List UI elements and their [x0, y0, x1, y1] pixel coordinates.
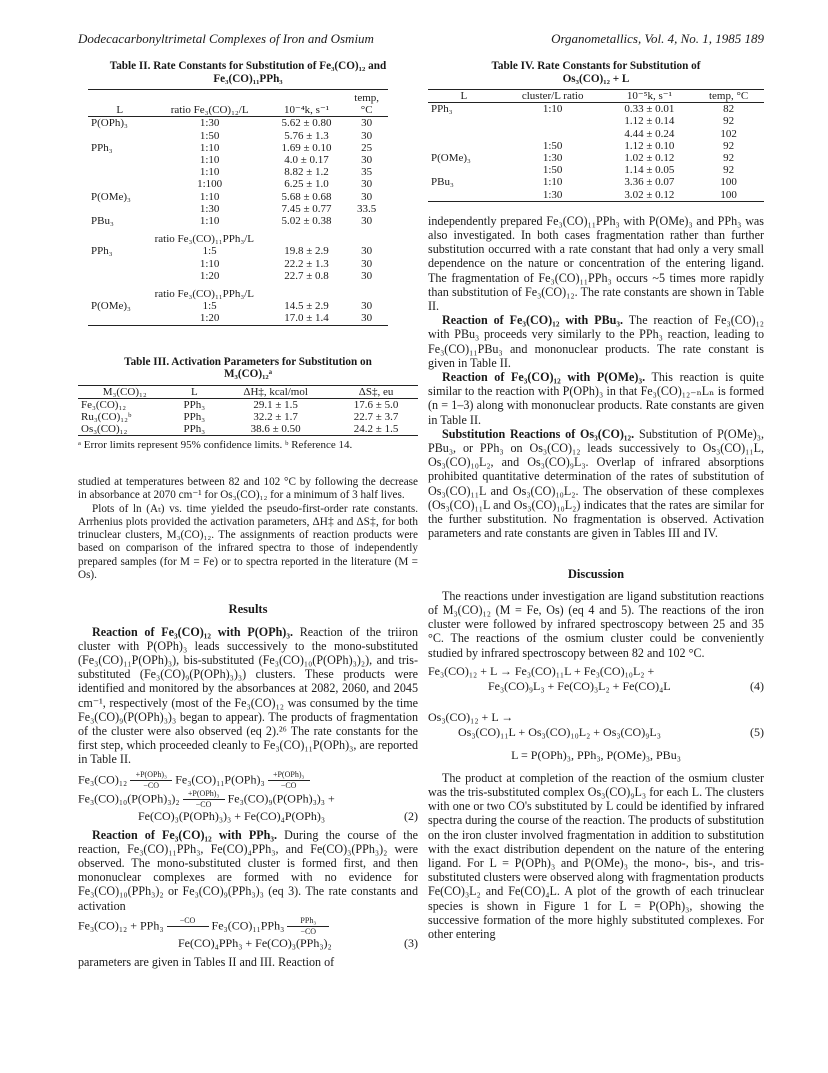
left-column [78, 60, 418, 969]
t2-row [88, 300, 388, 312]
t2-cell [88, 130, 152, 142]
table3-header-cluster: M₃(CO)₁₂ [78, 385, 171, 398]
t2-cell: PPh₃ [91, 245, 113, 258]
t4-cell [428, 140, 500, 152]
t2-row [88, 166, 388, 178]
table3-footnote: ᵃ Error limits represent 95% confidence limits. ᵇ Reference 14. [78, 439, 353, 452]
paragraph-methods: studied at temperatures between 82 and 102 °C by following the decrease in absorbance at 2070 cm⁻¹ for Os₃(CO)₁₂ for a minimum of 3 half lives. [78, 475, 418, 502]
t2-row [88, 154, 388, 166]
t4-cell [428, 164, 500, 176]
t2-cell: 5.62 ± 0.80 [281, 117, 332, 130]
t3-cell: 17.6 ± 5.0 [353, 398, 399, 411]
table2-caption: Table II. Rate Constants for Substitution of Fe₃(CO)₁₂ and Fe₃(CO)₁₁PPh₃ [109, 60, 387, 85]
running-header-right: Organometallics, Vol. 4, No. 1, 1985 189 [551, 31, 764, 46]
t3-cell: 22.7 ± 3.7 [353, 411, 399, 424]
equation-2 [78, 771, 418, 824]
t2-row [88, 312, 388, 325]
table3-header-ds: ΔS‡, eu [334, 385, 418, 398]
t3-cell: Fe₃(CO)₁₂ [81, 398, 127, 411]
eq3-fragments: Fe(CO)₄PPh₃ + Fe(CO)₃(PPh₃)₂ [178, 935, 332, 950]
table2-header-k: 10⁻⁴k, s⁻¹ [268, 104, 346, 117]
t2-cell: 1:20 [199, 269, 220, 282]
table3 [78, 385, 418, 437]
t3-cell: PPh₃ [183, 398, 206, 411]
t4-cell: 100 [693, 189, 764, 202]
t2-cell: 1:10 [199, 215, 220, 228]
t2-cell: 30 [361, 245, 373, 258]
t2-cell: 4.0 ± 0.17 [284, 154, 329, 167]
t2-cell: 1:10 [199, 154, 220, 167]
table3-header-dh: ΔH‡, kcal/mol [217, 385, 334, 398]
eq2-arrow-2: +P(OPh)₃ −CO [268, 771, 310, 790]
t2-row [88, 203, 388, 215]
t2-row [88, 258, 388, 270]
t2-row [88, 130, 388, 142]
t2-cell: 19.8 ± 2.9 [284, 245, 329, 258]
results-runin-pph3: Reaction of Fe₃(CO)₁₂ with PPh₃. [92, 827, 278, 842]
t4-cell: 0.33 ± 0.01 [624, 103, 675, 116]
t2-cell [88, 312, 152, 325]
t2-cell: 30 [345, 312, 388, 325]
eq2-fragments: Fe(CO)₃(P(OPh)₃)₃ + Fe(CO)₄P(OPh)₃ [138, 808, 326, 823]
results-runin-os: Substitution Reactions of Os₃(CO)₁₂. [442, 426, 635, 441]
t2-cell: 14.5 ± 2.9 [284, 300, 329, 313]
t2-cell: 1:10 [199, 257, 220, 270]
equation-5 [428, 710, 764, 740]
t2-cell: P(OMe)₃ [91, 190, 131, 203]
eq3-product-1: Fe₃(CO)₁₁PPh₃ [211, 918, 285, 933]
results-runin-pbu3: Reaction of Fe₃(CO)₁₂ with PBu₃. [442, 313, 624, 328]
t3-row [78, 398, 418, 411]
t2-cell: 30 [361, 257, 373, 270]
t4-cell: 102 [720, 127, 737, 140]
t4-row [428, 103, 764, 116]
t4-row [428, 152, 764, 164]
t4-cell: 4.44 ± 0.24 [624, 127, 675, 140]
t4-cell: 1.12 ± 0.10 [624, 139, 675, 152]
eq2-arrow-3: +P(OPh)₃ −CO [183, 790, 225, 809]
t4-cell: 1.14 ± 0.05 [624, 164, 675, 177]
t2-cell: 1:10 [199, 190, 220, 203]
t2-cell: 1:5 [202, 245, 217, 258]
t4-cell: PPh₃ [431, 103, 453, 116]
t4-cell: 1.02 ± 0.12 [624, 152, 675, 165]
results-runin-pome3: Reaction of Fe₃(CO)₁₂ with P(OMe)₃. [442, 370, 646, 385]
paragraph-discussion-1: The reactions under investigation are ligand substitution reactions of M₃(CO)₁₂ (M = Fe, Os) (eq 4 and 5). The reactions of the iron cluster were followed by infrared spectroscopy between 25 and 35 °C. The reactions of the osmium cluster could be conveniently studied by infrared spectroscopy between 82 and 102 °C. [428, 588, 764, 660]
t4-cell: 92 [723, 164, 735, 177]
t3-cell: PPh₃ [171, 423, 217, 436]
t2-cell: 22.7 ± 0.8 [284, 269, 329, 282]
t2-cell: 8.82 ± 1.2 [284, 166, 329, 179]
t2-row [88, 142, 388, 154]
ligand-list: L = P(OPh)₃, PPh₃, P(OMe)₃, PBu₃ [511, 747, 681, 762]
t4-cell: P(OMe)₃ [431, 152, 471, 165]
t2-cell: 1:20 [152, 312, 268, 325]
t2-cell: PPh₃ [91, 141, 113, 154]
t4-cell: 82 [723, 103, 735, 116]
t2-cell: 1:30 [199, 117, 220, 130]
t2-cell: 1:5 [202, 300, 217, 313]
t2-cell: P(OPh)₃ [91, 117, 128, 130]
t4-cell: 92 [723, 152, 735, 165]
eq2-reactant: Fe₃(CO)₁₂ [78, 771, 128, 786]
t2-row [88, 178, 388, 190]
t3-cell: 32.2 ± 1.7 [253, 411, 298, 424]
t2-cell: 5.76 ± 1.3 [284, 129, 329, 142]
t2-cell: 1.69 ± 0.10 [281, 141, 332, 154]
results-runin-pooph: Reaction of Fe₃(CO)₁₂ with P(OPh)₃. [92, 624, 293, 639]
t2-cell: 5.68 ± 0.68 [281, 190, 332, 203]
t3-cell: PPh₃ [183, 411, 206, 424]
right-column [428, 60, 764, 941]
t4-cell [428, 115, 500, 127]
table2: temp, L ratio Fe₃(CO)₁₂/L 10⁻⁴k, s⁻¹ °C P(OPh)₃ 1:30 5.62 ± 0.80 30 1:50 5.76 ± 1.3 30 PPh₃ 1:10 1.69 ± 0.10 25 1:10 4.0 ± 0.17 30 1:10 8.82 ± 1.2 35 1:100 6.25 ± 1.0 30 P(OMe)₃ 1:10 5.68 ± 0.68 30 1:30 7.45 ± 0.77 33.5 PBu₃ 1:10 5.02 ± 0.38 30 ratio Fe₃(CO)₁₁PPh₃/L PPh₃ 1:5 19.8 ± 2.9 30 1:10 22.2 ± 1.3 30 1:20 22.7 ± 0.8 30 ratio Fe₃(CO)₁₁PPh₃/L P(OMe)₃ 1:5 14.5 ± 2.9 30 1:20 17.0 ± 1.4 30 [88, 89, 388, 326]
equation-3 [78, 917, 418, 951]
t4-cell: 92 [723, 139, 735, 152]
t2-row [88, 117, 388, 130]
t3-cell: Os₃(CO)₁₂ [78, 423, 171, 436]
t2-cell: 30 [361, 154, 373, 167]
t2-cell: 7.45 ± 0.77 [281, 202, 332, 215]
t3-cell: 38.6 ± 0.50 [217, 423, 334, 436]
t2-cell: 5.02 ± 0.38 [281, 215, 332, 228]
eq4-line-2: Fe₃(CO)₉L₃ + Fe(CO)₃L₂ + Fe(CO)₄L [488, 678, 671, 693]
eq4-number: (4) [750, 678, 764, 693]
t4-cell: PBu₃ [431, 176, 454, 189]
t2-cell [88, 166, 152, 178]
t2-row [88, 270, 388, 282]
table4-header-ratio: cluster/L ratio [500, 90, 606, 103]
results-text-pooph: Reaction of the triiron cluster with P(OPh)₃ leads successively to the mono-substituted (Fe₃(CO)₁₁P(OPh)₃), bis-substituted (Fe₃(CO)₁₀(P(OPh)₃)₂), and tris-substituted (Fe₃(CO)₉(P(OPh)₃)₃) clusters. These products were identified and monitored by the absorbances at 2082, 2060, and 2045 cm⁻¹, respectively (most of the Fe₃(CO)₁₂ was consumed by the time Fe₃(CO)₉(P(OPh)₃)₃ began to appear). The products of fragmentation of the cluster were also observed (eq 2).²⁶ The rate constants for the first step, which proceeded cleanly to Fe₃(CO)₁₁P(OPh)₃, are reported in Table II. [78, 624, 418, 767]
t3-cell: 24.2 ± 1.5 [334, 423, 418, 436]
results-text-pbu3: The reaction of Fe₃(CO)₁₂ with PBu₃ proceeds very similarly to the PPh₃ reaction, leading to Fe₃(CO)₁₁PBu₃ and mononuclear products. The rate constant is given in Table II. [428, 313, 764, 370]
eq5-number: (5) [750, 724, 764, 739]
table3-header-l: L [171, 385, 217, 398]
results-text-pph3: During the course of the reaction, Fe₃(CO)₁₁PPh₃, Fe(CO)₄PPh₃, and Fe(CO)₃(PPh₃)₂ were observed. The mono-substituted cluster is formed first, and then mononuclear complexes are formed with no evidence for Fe₃(CO)₁₀(PPh₃)₂ or Fe₃(CO)₉(PPh₃)₃ (eq 3). The rate constants and activation [78, 827, 418, 913]
t2-cell [88, 258, 152, 270]
t2-cell [88, 203, 152, 215]
t4-cell [428, 128, 500, 140]
t4-cell: 1:10 [542, 176, 563, 189]
t4-row [428, 140, 764, 152]
t4-row [428, 164, 764, 176]
t2-cell: 1:100 [197, 178, 223, 191]
t2-cell: 6.25 ± 1.0 [284, 178, 329, 191]
t4-cell [500, 115, 606, 127]
t2-row [88, 191, 388, 203]
t2-cell: 30 [361, 178, 373, 191]
t4-row [428, 176, 764, 188]
t3-row [78, 411, 418, 423]
t4-row [428, 128, 764, 140]
paragraph-left-end: parameters are given in Tables II and III. Reaction of [78, 954, 335, 969]
t2-cell: 30 [361, 300, 373, 313]
t4-cell [500, 128, 606, 140]
eq3-reactants: Fe₃(CO)₁₂ + PPh₃ [78, 918, 164, 933]
t4-cell: 1:50 [542, 139, 563, 152]
t2-subheader: ratio Fe₃(CO)₁₁PPh₃/L [154, 288, 254, 301]
t4-cell: 1:30 [542, 152, 563, 165]
t4-cell [428, 189, 500, 202]
eq2-number: (2) [404, 808, 418, 823]
t2-cell: 25 [361, 141, 373, 154]
eq2-arrow-1: +P(OPh)₃ −CO [130, 771, 172, 790]
table2-header-l: L [88, 104, 152, 117]
t4-cell: 1.12 ± 0.14 [624, 115, 675, 128]
eq2-product-3: Fe₃(CO)₉(P(OPh)₃)₃ + [227, 790, 335, 805]
table4-header-temp: temp, °C [693, 90, 764, 103]
paragraph-discussion-2: The product at completion of the reaction of the osmium cluster was the tris-substituted complex Os₃(CO)₉L₃ for each L. The clusters with one or two CO's substituted by L could be identified by infrared spectra during the course of the reaction. The products of substitution on the iron cluster involved fragmentation in addition to substitution with the exact distribution dependent on the nature of the entering ligand. For L = P(OPh)₃ and P(OMe)₃ the mono-, bis-, and tris-substituted clusters were observed along with fragmentation products Fe(CO)₃L₂ and Fe(CO)₄L. A plot of the growth of each trinuclear species is shown in Figure 1 for L = P(OPh)₃, showing the successive formation of the more highly substituted complexes. For other entering [428, 770, 764, 941]
table4 [428, 89, 764, 202]
t4-cell: 1:10 [542, 103, 563, 116]
paragraph-arrhenius: Plots of ln (Aₜ) vs. time yielded the pseudo-first-order rate constants. Arrhenius plots provided the activation parameters, ΔH‡ and ΔS‡, for both trinuclear clusters, M₃(CO)₁₂. The assignments of reaction products were based on comparison of the infrared spectra to those of independently prepared samples (for M = Fe) or to spectra reported in the literature (M = Os). [78, 502, 418, 582]
t2-cell: 1:10 [199, 141, 220, 154]
table2-header-temp: °C [345, 104, 388, 117]
t2-cell: 33.5 [357, 202, 377, 215]
t4-cell: 92 [723, 115, 735, 128]
t2-cell [88, 178, 152, 190]
t4-cell: 100 [720, 176, 737, 189]
t2-cell: 1:50 [199, 129, 220, 142]
eq3-arrow-1: −CO [167, 917, 209, 936]
table4-header-k: 10⁻⁵k, s⁻¹ [606, 90, 694, 103]
t2-cell: PBu₃ [91, 215, 114, 228]
t2-cell: 30 [361, 129, 373, 142]
t2-row [88, 245, 388, 257]
t2-cell: P(OMe)₃ [91, 300, 131, 313]
running-header-left: Dodecacarbonyltrimetal Complexes of Iron and Osmium [78, 31, 374, 46]
t4-cell: 1:30 [500, 189, 606, 202]
discussion-heading: Discussion [567, 566, 625, 581]
t2-row [88, 215, 388, 227]
t4-row [428, 115, 764, 127]
t2-cell: 30 [361, 215, 373, 228]
t2-subheader: ratio Fe₃(CO)₁₁PPh₃/L [154, 233, 254, 246]
paragraph-fragmentation: independently prepared Fe₃(CO)₁₁PPh₃ with P(OMe)₃ and PPh₃ was also investigated. In both cases fragmentation rather than further substitution occurred with a rate constant that had only a very small dependence on the nature or concentration of the entering ligand. The fragmentation of Fe₃(CO)₁₁PPh₃ occurs ~5 times more rapidly than substitution of Fe₃(CO)₁₂. The rate constants are shown in Table II. [428, 213, 764, 314]
results-heading: Results [228, 602, 268, 617]
equation-4 [428, 664, 764, 694]
t2-cell: 1:30 [199, 202, 220, 215]
t3-row [78, 423, 418, 436]
t2-cell: 30 [361, 190, 373, 203]
table3-caption: Table III. Activation Parameters for Substitution on M₃(CO)₁₂ᵃ [124, 355, 372, 381]
t2-cell: 30 [361, 269, 373, 282]
t2-cell [88, 270, 152, 282]
results-text-pome3: This reaction is quite similar to the reaction with P(OPh)₃ in that Fe₃(CO)₁₂₋ₙLₙ is formed (n = 1–3) along with mononuclear products. Rate constants are given in Table II. [428, 370, 764, 427]
t2-cell: 1:10 [199, 166, 220, 179]
t3-cell: 29.1 ± 1.5 [253, 398, 298, 411]
eq3-arrow-2: PPh₃ −CO [287, 917, 329, 936]
t2-cell: 30 [361, 117, 373, 130]
t3-cell: Ru₃(CO)₁₂ᵇ [81, 411, 132, 424]
t2-cell [88, 154, 152, 166]
t4-cell: 3.02 ± 0.12 [606, 189, 694, 202]
eq4-line-1: Fe₃(CO)₁₂ + L → Fe₃(CO)₁₁L + Fe₃(CO)₁₀L₂ + [428, 663, 655, 678]
results-text-os: Substitution of P(OMe)₃, PBu₃, or PPh₃ on Os₃(CO)₁₂ leads successively to Os₃(CO)₁₁L, Os₃(CO)₁₀L₂, and Os₃(CO)₉L₃. Overlap of infrared absorptions prohibited quantitative determination of the rates of substitution of Os₃(CO)₁₁L and Os₃(CO)₁₀L₂. The observation of these complexes (Os₃(CO)₁₁L and Os₃(CO)₁₀L₂) indicates that the rates are similar for the further substitution. No fragmentation is observed. Activation parameters and rate constants are given in Tables III and IV. [428, 426, 764, 541]
eq5-line-2: Os₃(CO)₁₁L + Os₃(CO)₁₀L₂ + Os₃(CO)₉L₃ [458, 724, 661, 739]
t4-cell: 1:50 [542, 164, 563, 177]
t4-row [428, 189, 764, 202]
table4-header-l: L [428, 90, 500, 103]
table4-caption: Table IV. Rate Constants for Substitution of Os₃(CO)₁₂ + L [491, 60, 701, 85]
eq2-product-1: Fe₃(CO)₁₁P(OPh)₃ [175, 771, 265, 786]
t2-cell: 35 [361, 166, 373, 179]
t2-cell: 22.2 ± 1.3 [284, 257, 329, 270]
eq2-product-2: Fe₃(CO)₁₀(P(OPh)₃)₂ [78, 790, 180, 805]
t2-cell: 17.0 ± 1.4 [268, 312, 346, 325]
t4-cell: 3.36 ± 0.07 [624, 176, 675, 189]
table2-header-ratio: ratio Fe₃(CO)₁₂/L [152, 104, 268, 117]
eq5-line-1: Os₃(CO)₁₂ + L → [428, 709, 514, 724]
eq3-number: (3) [404, 935, 418, 950]
